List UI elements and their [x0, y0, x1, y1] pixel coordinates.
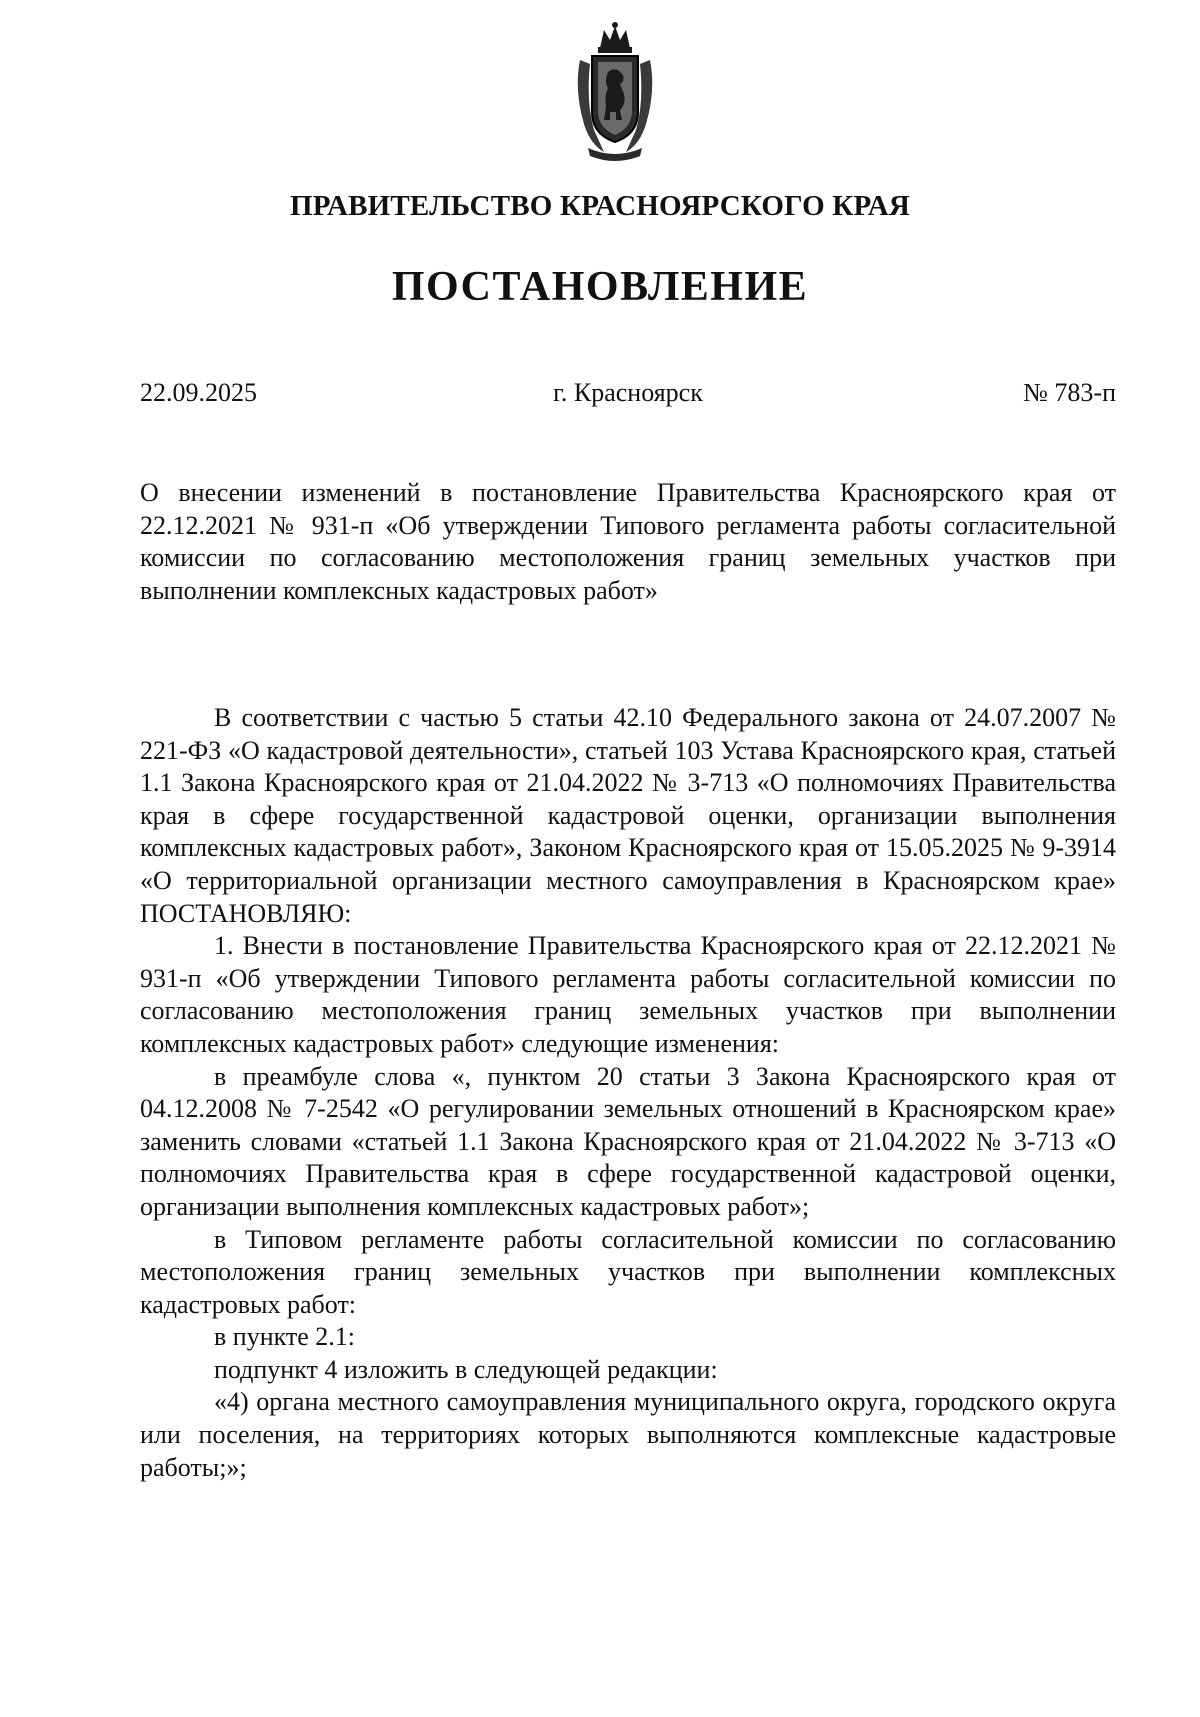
body-paragraph: в Типовом регламенте работы согласительной комиссии по согласованию местоположения границ земельных участков при выполнении комплексных кадастровых работ: — [140, 1224, 1116, 1319]
document-city: г. Красноярск — [553, 378, 703, 407]
document-title: О внесении изменений в постановление Правительства Красноярского края от 22.12.2021 № 931-п «Об утверждении Типового регламента работы согласительной комиссии по согласованию местоположения границ земельных участков при выполнении комплексных кадастровых работ» — [140, 478, 1116, 605]
body-paragraph: «4) органа местного самоуправления муниципального округа, городского округа или поселения, на территориях которых выполняются комплексные кадастровые работы;»; — [140, 1387, 1116, 1482]
document-date: 22.09.2025 — [140, 378, 257, 407]
body-paragraph: в преамбуле слова «, пунктом 20 статьи 3 Закона Красноярского края от 04.12.2008 № 7-2542 «О регулировании земельных отношений в Красноярском крае» заменить словами «статьей 1.1 Закона Красноярского края от 21.04.2022 № 3-713 «О полномочиях Правительства края в сфере государственной кадастровой оценки, организации выполнения комплексных кадастровых работ»; — [140, 1061, 1116, 1221]
document-body — [140, 702, 1116, 1484]
body-paragraph: В соответствии с частью 5 статьи 42.10 Федерального закона от 24.07.2007 № 221-ФЗ «О кадастровой деятельности», статьей 103 Устава Красноярского края, статьей 1.1 Закона Красноярского края от 21.04.2022 № 3-713 «О полномочиях Правительства края в сфере государственной кадастровой оценки, организации выполнения комплексных кадастровых работ», Законом Красноярского края от 15.05.2025 № 9-3914 «О территориальной организации местного самоуправления в Красноярском крае» ПОСТАНОВЛЯЮ: — [140, 703, 1116, 928]
document-number: № 783-п — [1023, 378, 1116, 407]
krasnoyarsk-coat-of-arms-icon — [570, 20, 660, 165]
body-paragraph: 1. Внести в постановление Правительства Красноярского края от 22.12.2021 № 931-п «Об утверждении Типового регламента работы согласительной комиссии по согласованию местоположения границ земельных участков при выполнении комплексных кадастровых работ» следующие изменения: — [140, 931, 1116, 1058]
body-paragraph: в пункте 2.1: — [214, 1322, 356, 1352]
organization-name: ПРАВИТЕЛЬСТВО КРАСНОЯРСКОГО КРАЯ — [289, 190, 911, 222]
document-type: ПОСТАНОВЛЕНИЕ — [391, 264, 809, 310]
body-paragraph: подпункт 4 изложить в следующей редакции: — [214, 1354, 718, 1384]
document-meta — [140, 378, 1116, 418]
